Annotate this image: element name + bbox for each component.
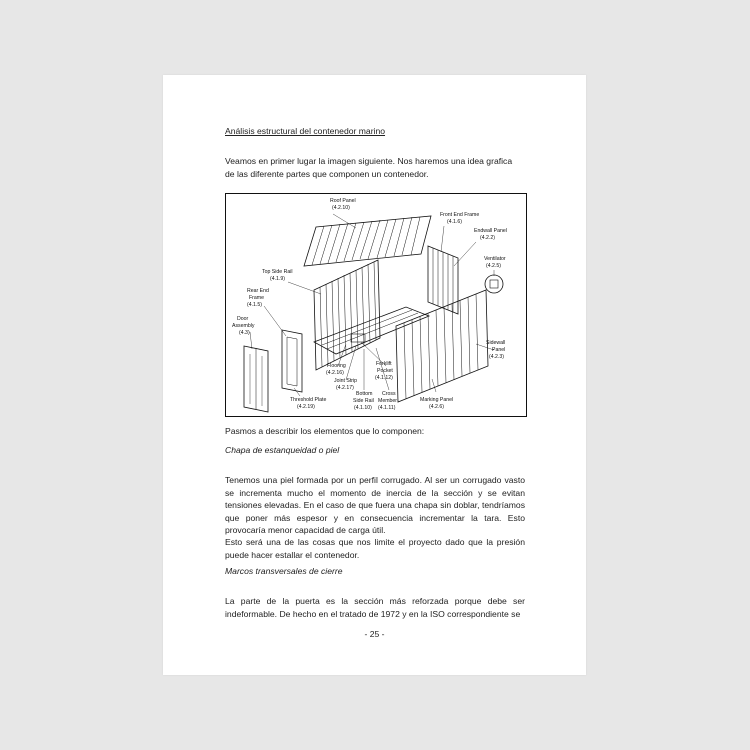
label-top-side-rail-code: (4.1.9) (270, 276, 285, 282)
label-cross-member-line1: Cross (382, 391, 396, 397)
label-rear-end-frame-code: (4.1.5) (247, 302, 262, 308)
intro-paragraph: Veamos en primer lugar la imagen siguiente. Nos haremos una idea grafica de las diferente partes que componen un contenedor. (225, 156, 513, 179)
list-intro-paragraph: Pasmos a describir los elementos que lo componen: (225, 426, 425, 436)
label-sidewall-panel-code: (4.2.3) (489, 354, 504, 360)
label-endwall-panel-code: (4.2.2) (480, 235, 495, 241)
label-threshold-plate-name: Threshold Plate (290, 397, 327, 403)
label-flooring-name: Flooring (327, 363, 346, 369)
floor-shape (314, 307, 429, 354)
label-roof-panel-name: Roof Panel (330, 198, 356, 204)
label-door-assembly-line1: Door (237, 316, 249, 322)
door-paragraph: La parte de la puerta es la sección más reforzada porque debe ser indeformable. De hecho en el tratado de 1972 y en la ISO correspondiente se (225, 596, 525, 619)
label-forklift-pocket-line1: Forklift (376, 361, 392, 367)
label-bottom-side-rail-line1: Bottom (356, 391, 373, 397)
label-roof-panel-code: (4.2.10) (332, 205, 350, 211)
label-joint-strip-code: (4.2.17) (336, 385, 354, 391)
label-forklift-pocket-code: (4.1.12) (375, 375, 393, 381)
rear-sidewall-ribs (320, 262, 376, 367)
label-ventilator-name: Ventilator (484, 256, 506, 262)
label-front-end-frame-code: (4.1.6) (447, 219, 462, 225)
label-sidewall-panel-line2: Panel (492, 347, 506, 353)
label-cross-member-line2: Member (378, 398, 398, 404)
chapa-paragraph: Tenemos una piel formada por un perfil corrugado. Al ser un corrugado vasto se incrementa mucho el momento de inercia de la sección y se evitan tensiones elevadas. En el caso de que fuera una chapa sin doblar, tendríamos que poner más espesor y en consecuencia incrementar la tara. Esto provocaría menor capacidad de carga útil. (225, 475, 525, 535)
label-sidewall-panel-line1: Sidewall (486, 340, 506, 346)
roof-corrugation (312, 217, 420, 265)
label-flooring-code: (4.2.16) (326, 370, 344, 376)
container-exploded-diagram (225, 193, 527, 417)
diagram-drawing (226, 194, 528, 418)
rear-sidewall-shape (314, 260, 380, 370)
label-endwall-panel-name: Endwall Panel (474, 228, 507, 234)
rear-end-frame-shape (282, 330, 302, 392)
endwall-ribs (433, 248, 453, 312)
section-heading: Análisis estructural del contenedor marino (225, 126, 386, 136)
pressure-paragraph: Esto será una de las cosas que nos limite el proyecto dado que la presión puede hacer estallar el contenedor. (225, 537, 525, 560)
label-rear-end-frame-line1: Rear End (247, 288, 269, 294)
leader-lines (250, 214, 494, 396)
label-cross-member-code: (4.1.11) (378, 405, 396, 411)
label-marking-panel-name: Marking Panel (420, 397, 454, 403)
label-threshold-plate-code: (4.2.19) (297, 404, 315, 410)
label-bottom-side-rail-line2: Side Rail (353, 398, 374, 404)
page-number: - 25 - (364, 629, 385, 639)
ventilator-detail-circle (485, 275, 503, 293)
label-door-assembly-line2: Assembly (232, 323, 255, 329)
label-door-assembly-code: (4.3) (239, 330, 250, 336)
subheading-chapa: Chapa de estanqueidad o piel (225, 445, 340, 455)
roof-panel-shape (304, 216, 431, 266)
front-sidewall-shape (396, 290, 488, 402)
label-rear-end-frame-line2: Frame (249, 295, 264, 301)
label-bottom-side-rail-code: (4.1.10) (354, 405, 372, 411)
front-sidewall-ribs (404, 294, 478, 399)
label-joint-strip-name: Joint Strip (334, 378, 358, 384)
label-marking-panel-code: (4.2.6) (429, 404, 444, 410)
subheading-marcos: Marcos transversales de cierre (225, 566, 343, 576)
label-front-end-frame-name: Front End Frame (440, 212, 480, 218)
document-page (163, 75, 586, 675)
label-ventilator-code: (4.2.5) (486, 263, 501, 269)
label-top-side-rail-name: Top Side Rail (262, 269, 293, 275)
label-forklift-pocket-line2: Pocket (377, 368, 393, 374)
